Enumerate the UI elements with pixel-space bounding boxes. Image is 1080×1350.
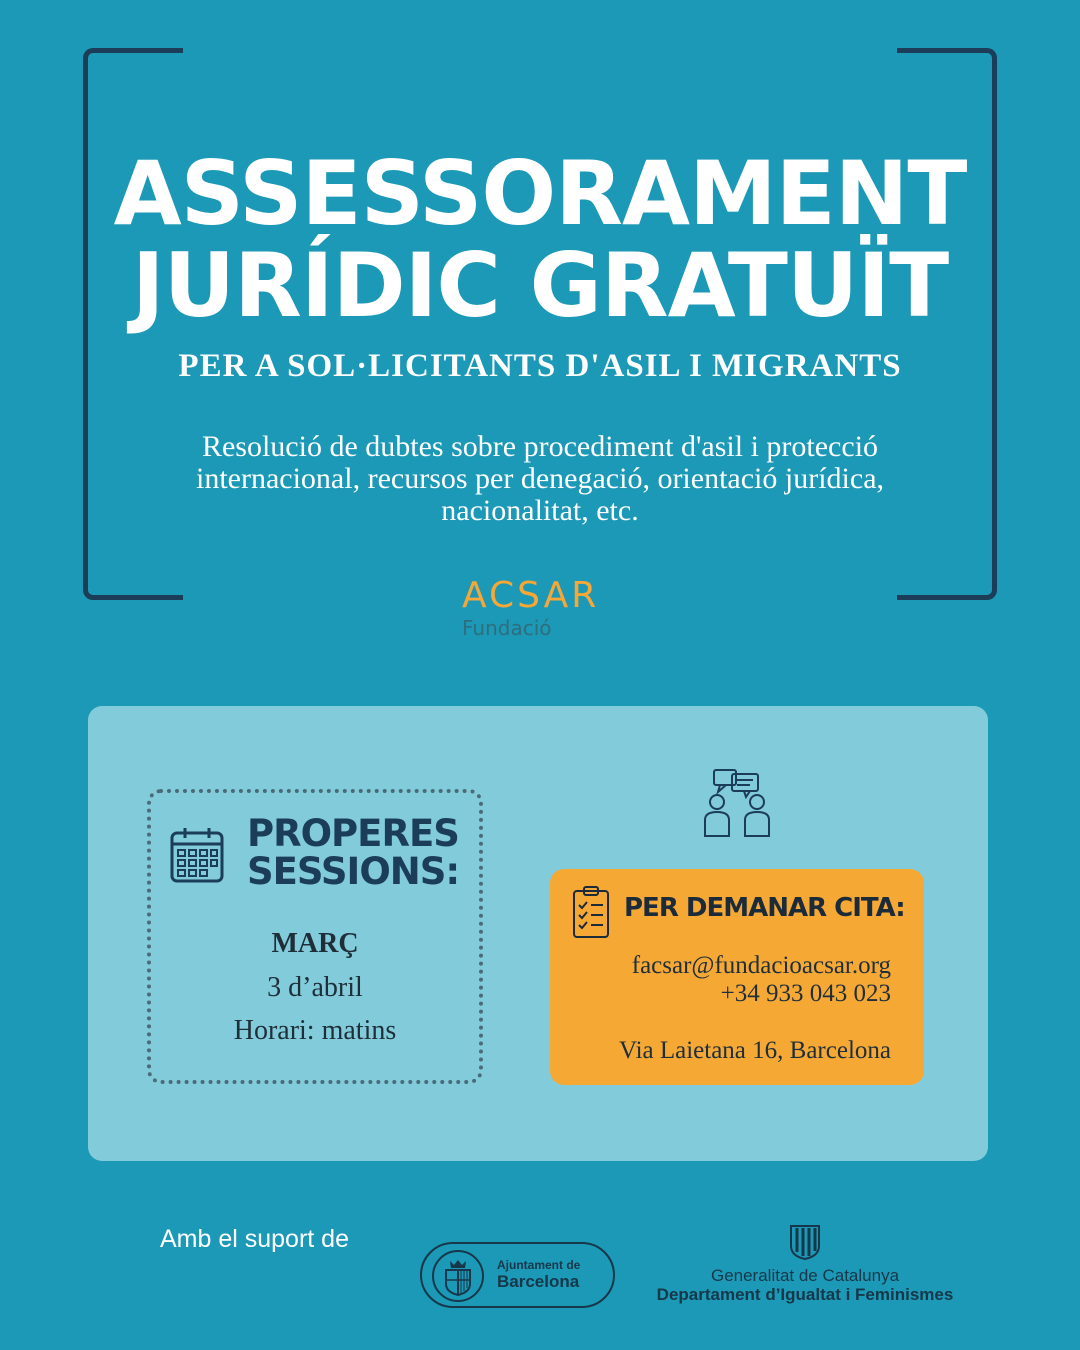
description-line-2: internacional, recursos per denegació, orientació jurídica, [195, 462, 885, 495]
generalitat-flag-icon [788, 1222, 822, 1260]
description-line-1: Resolució de dubtes sobre procediment d'asil i protecció [201, 430, 879, 463]
ajuntament-crest-icon [430, 1248, 486, 1304]
acsar-logo: ACSAR [462, 575, 600, 616]
appointment-email[interactable]: facsar@fundacioacsar.org [631, 952, 891, 979]
sessions-title-line-1: PROPERES [247, 812, 459, 855]
sessions-title-line-2: SESSIONS: [247, 850, 460, 893]
acsar-logo-sub: Fundació [462, 616, 552, 640]
subtitle: PER A SOL·LICITANTS D'ASIL I MIGRANTS [178, 348, 902, 384]
title-line-1: ASSESSORAMENT [113, 142, 967, 245]
generalitat-label: Generalitat de Catalunya [710, 1266, 900, 1285]
sessions-schedule: Horari: matins [233, 1015, 397, 1046]
conversation-people-icon [700, 768, 774, 840]
ajuntament-label-big: Barcelona [497, 1272, 580, 1291]
sessions-month: MARÇ [271, 928, 359, 959]
title-line-2: JURÍDIC GRATUÏT [131, 234, 949, 337]
sessions-date: 3 d’abril [267, 972, 363, 1003]
appointment-phone[interactable]: +34 933 043 023 [720, 980, 891, 1007]
calendar-icon [170, 826, 224, 884]
appointment-title: PER DEMANAR CITA: [624, 893, 905, 923]
ajuntament-label-small: Ajuntament de [497, 1258, 581, 1272]
description-line-3: nacionalitat, etc. [441, 494, 639, 527]
support-label: Amb el suport de [160, 1225, 349, 1253]
clipboard-checklist-icon [572, 885, 610, 939]
department-label: Departament d’Igualtat i Feminismes [656, 1285, 954, 1304]
appointment-address: Via Laietana 16, Barcelona [619, 1037, 891, 1064]
